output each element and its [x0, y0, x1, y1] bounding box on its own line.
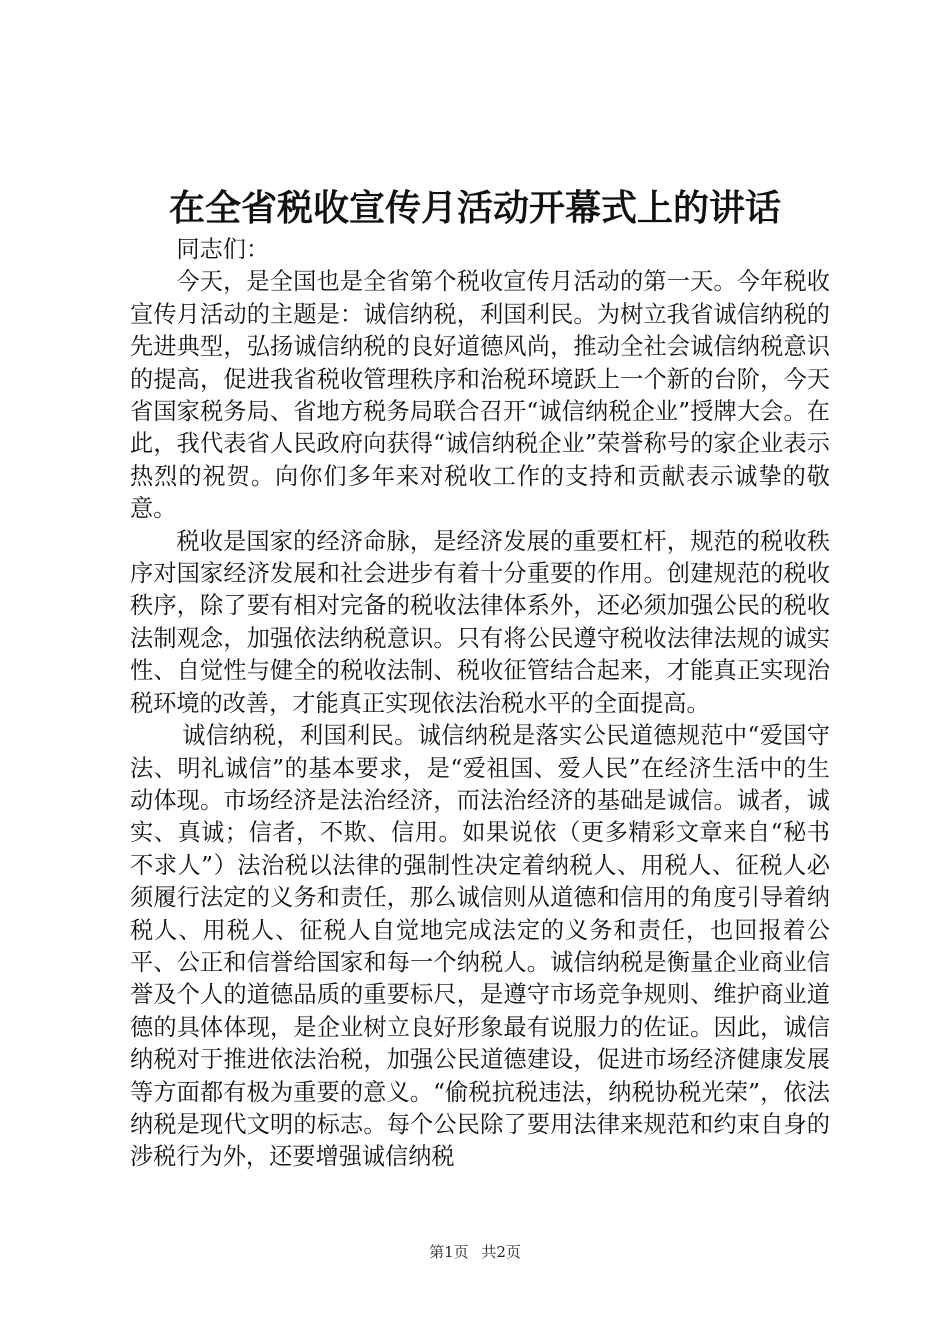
document-title: 在全省税收宣传月活动开幕式上的讲话 [168, 188, 781, 229]
paragraph-3: 诚信纳税，利国利民。诚信纳税是落实公民道德规范中“爱国守法、明礼诚信”的基本要求，是“爱祖国、爱人民”在经济生活中的生动体现。市场经济是法治经济，而法治经济的基础是诚信。诚者，诚实、真诚；信者，不欺、信用。如果说依（更多精彩文章来自“秘书不求人”）法治税以法律的强制性决定着纳税人、用税人、征税人必须履行法定的义务和责任，那么诚信则从道德和信用的角度引导着纳税人、用税人、征税人自觉地完成法定的义务和责任，也回报着公平、公正和信誉给国家和每一个纳税人。诚信纳税是衡量企业商业信誉及个人的道德品质的重要标尺，是遵守市场竞争规则、维护商业道德的具体体现，是企业树立良好形象最有说服力的佐证。因此，诚信纳税对于推进依法治税，加强公民道德建设，促进市场经济健康发展等方面都有极为重要的意义。“偷税抗税违法，纳税协税光荣”，依法纳税是现代文明的标志。每个公民除了要用法律来规范和约束自身的涉税行为外，还要增强诚信纳税 [130, 722, 830, 1171]
page-total: 共2页 [481, 1243, 521, 1261]
paragraph-2: 税收是国家的经济命脉，是经济发展的重要杠杆，规范的税收秩序对国家经济发展和社会进步有着十分重要的作用。创建规范的税收秩序，除了要有相对完备的税收法律体系外，还必须加强公民的税收法制观念，加强依法纳税意识。只有将公民遵守税收法律法规的诚实性、自觉性与健全的税收法制、税收征管结合起来，才能真正实现治税环境的改善，才能真正实现依法治税水平的全面提高。 [130, 527, 830, 717]
page-number: 第1页 [429, 1243, 469, 1261]
document-body [130, 234, 830, 1174]
paragraph-1: 今天，是全国也是全省第个税收宣传月活动的第一天。今年税收宣传月活动的主题是：诚信纳税，利国利民。为树立我省诚信纳税的先进典型，弘扬诚信纳税的良好道德风尚，推动全社会诚信纳税意识的提高，促进我省税收管理秩序和治税环境跃上一个新的台阶，今天省国家税务局、省地方税务局联合召开“诚信纳税企业”授牌大会。在此，我代表省人民政府向获得“诚信纳税企业”荣誉称号的家企业表示热烈的祝贺。向你们多年来对税收工作的支持和贡献表示诚挚的敬意。 [130, 268, 830, 523]
salutation: 同志们： [176, 236, 270, 263]
page-footer [0, 1242, 950, 1262]
